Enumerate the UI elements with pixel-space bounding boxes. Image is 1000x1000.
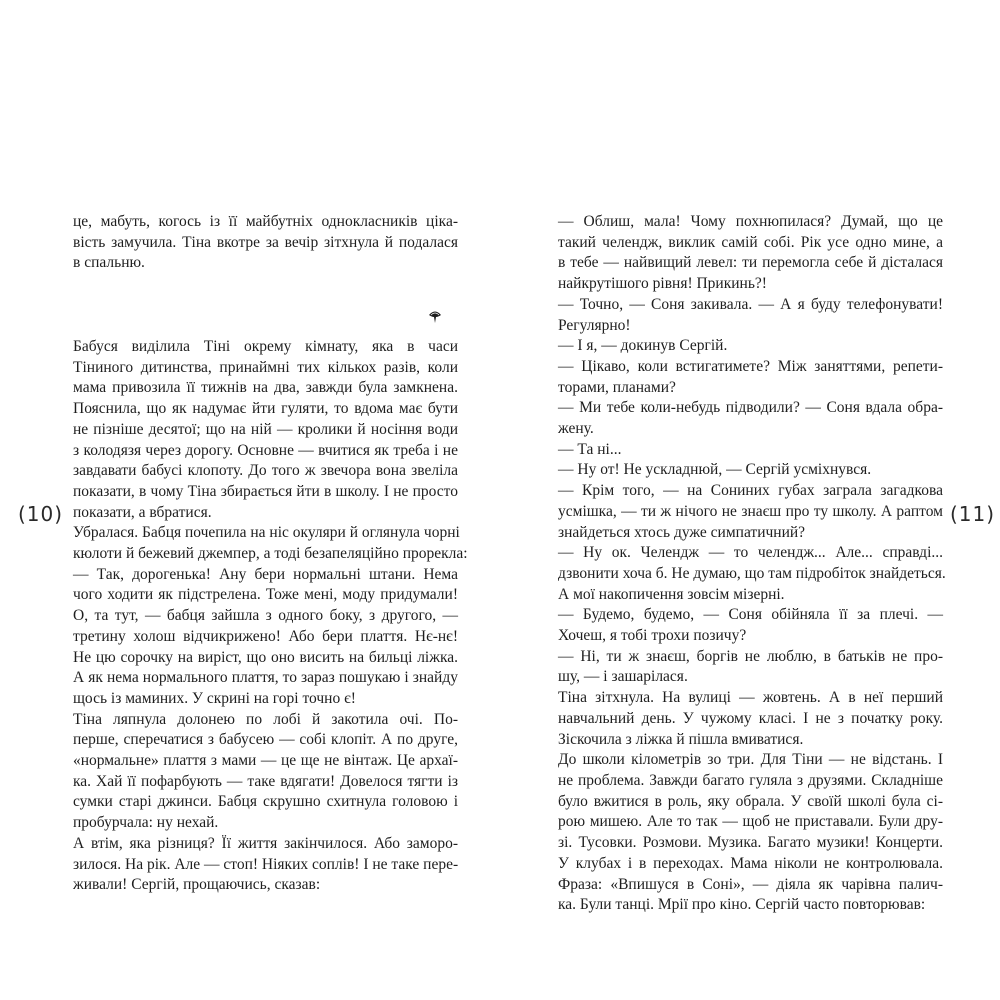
text-line: показати, в чому Тіна збирається йти в школу. І не просто [73,482,458,500]
text-line: — Так, дорогенька! Ану бери нормальні штани. Нема [73,565,458,583]
text-line: завдавати бабусі клопоту. До того ж звечора вона звеліла [73,462,458,480]
text-line: — Ні, ти ж знаєш, боргів не люблю, в батьків не про- [558,647,943,665]
text-line: О, та тут, — бабця зайшла з одного боку, з другого, — [73,607,458,625]
text-line: А втім, яка різниця? Її життя закінчилося. Або заморо- [73,834,458,852]
text-line: — Ну от! Не ускладнюй, — Сергій усміхнувся. [558,461,872,479]
text-line: Хочеш, я тобі трохи позичу? [558,627,747,645]
text-line: Пояснила, що як надумає йти гуляти, то вдома має бути [73,400,458,418]
text-line: ка. Хай її пофарбують — таке вдягати! Довелося тягти із [73,772,458,790]
page-number-left: (10) [18,502,64,526]
text-line: — І я, — докинув Сергій. [558,337,728,355]
text-line: Зіскочила з ліжка й пішла вмиватися. [558,730,804,748]
text-line: Регулярно! [558,316,631,334]
text-line: А мої накопичення зовсім мізерні. [558,585,785,603]
text-line: кюлоти й бежевий джемпер, а тоді безапеляційно прорекла: [73,545,468,563]
text-line: не пізніше десятої; що на ній — кролики й носіння води [73,420,458,438]
text-line: Не цю сорочку на виріст, що оно висить на бильці ліжка. [73,648,458,666]
text-line: Фраза: «Впишуся в Соні», — діяла як чарівна палич- [558,875,943,893]
text-line: Тіна зітхнула. На вулиці — жовтень. А в неї перший [558,689,943,707]
text-line: торами, планами? [558,378,676,396]
text-line: пробурчала: ну нехай. [73,814,219,832]
text-line: було вжитися в роль, яку обрала. У своїй школі була сі- [558,792,943,810]
text-line: вість замучила. Тіна вкотре за вечір зітхнула й подалася [73,233,458,251]
text-line: в тебе — найвищий левел: ти перемогла себе й дісталася [558,254,943,272]
text-line: зі. Тусовки. Розмови. Музика. Багато музики! Концерти. [558,834,943,852]
left-page-top-paragraph [73,212,458,274]
text-line: в спальню. [73,254,145,272]
text-line: третину холош відчикрижено! Або бери плаття. Нє-нє! [73,627,458,645]
text-line: ка. Були танці. Мрії про кіно. Сергій часто повторював: [558,896,926,914]
text-line: — Та ні... [558,440,622,458]
text-line: такий челендж, виклик самій собі. Рік усе одно мине, а [558,233,943,251]
page-number-right: (11) [950,502,996,526]
text-line: не проблема. Завжди багато гуляла з друзями. Складніше [558,771,943,789]
text-line: До школи кілометрів зо три. Для Тіни — не відстань. І [558,751,943,769]
text-line: «нормальне» плаття з мами — це ще не вінтаж. Це архаї- [73,752,458,770]
text-line: щось із маминих. У скрині на горі точно є! [73,689,356,707]
text-line: — Ми тебе коли-небудь підводили? — Соня вдала обра- [558,399,943,417]
text-line: з колодязя через дорогу. Основне — вчитися як треба і не [73,441,458,459]
text-line: Тіна ляпнула долонею по лобі й закотила очі. По- [73,710,458,728]
text-line: живали! Сергій, прощаючись, сказав: [73,876,321,894]
text-line: зилося. На рік. Але — стоп! Ніяких соплів! І не таке пере- [73,855,459,873]
text-line: усмішка, — ти ж нічого не знаєш про ту школу. А раптом [558,502,943,520]
right-page [500,0,1000,1000]
text-line: сумки старі джинси. Бабця скрушно схитнула головою і [73,793,458,811]
left-page-body [73,337,468,896]
text-line: — Ну ок. Челендж — то челендж... Але... справді... [558,544,943,562]
text-line: навчальний день. У чужому класі. І не з початку року. [558,709,943,727]
text-line: чого ходити як підстрелена. Тоже мені, моду придумали! [73,586,458,604]
text-line: це, мабуть, когось із її майбутніх однокласників ціка- [73,213,458,230]
text-line: найкрутішого рівня! Прикинь?! [558,275,767,293]
text-line: А як нема нормального плаття, то зараз пошукаю і знайду [73,669,458,687]
text-line: — Облиш, мала! Чому похнюпилася? Думай, що це [558,213,943,230]
text-line: Тіниного дитинства, принаймні тих кількох разів, коли [73,358,458,376]
text-line: дзвонити хоча б. Не думаю, що там підробіток знайдеться. [558,564,946,582]
text-line: — Будемо, будемо, — Соня обійняла її за плечі. — [558,606,943,624]
ornament-icon [428,310,442,324]
text-line: Бабуся виділила Тіні окрему кімнату, яка в часи [73,338,458,355]
text-line: знайдеться хтось дуже симпатичний? [558,523,806,541]
text-line: показати, а вбратися. [73,503,212,521]
text-line: — Точно, — Соня закивала. — А я буду телефонувати! [558,295,943,313]
text-line: рою мишею. Але то так — щоб не приставали. Були дру- [558,813,943,831]
text-line: мама привозила її тижнів на два, завжди була замкнена. [73,379,458,397]
text-line: жену. [558,420,594,438]
text-line: Убралася. Бабця почепила на ніс окуляри й оглянула чорні [73,524,460,542]
text-line: — Цікаво, коли встигатимете? Між заняттями, репети- [558,357,943,375]
text-line: — Крім того, — на Сониних губах заграла загадкова [558,482,943,500]
text-line: шу, — і зашарілася. [558,668,688,686]
text-line: У клубах і в переходах. Мама ніколи не контролювала. [558,854,943,872]
right-page-body [558,212,946,916]
text-line: перше, сперечатися з бабусею — собі клопіт. А по друге, [73,731,458,749]
